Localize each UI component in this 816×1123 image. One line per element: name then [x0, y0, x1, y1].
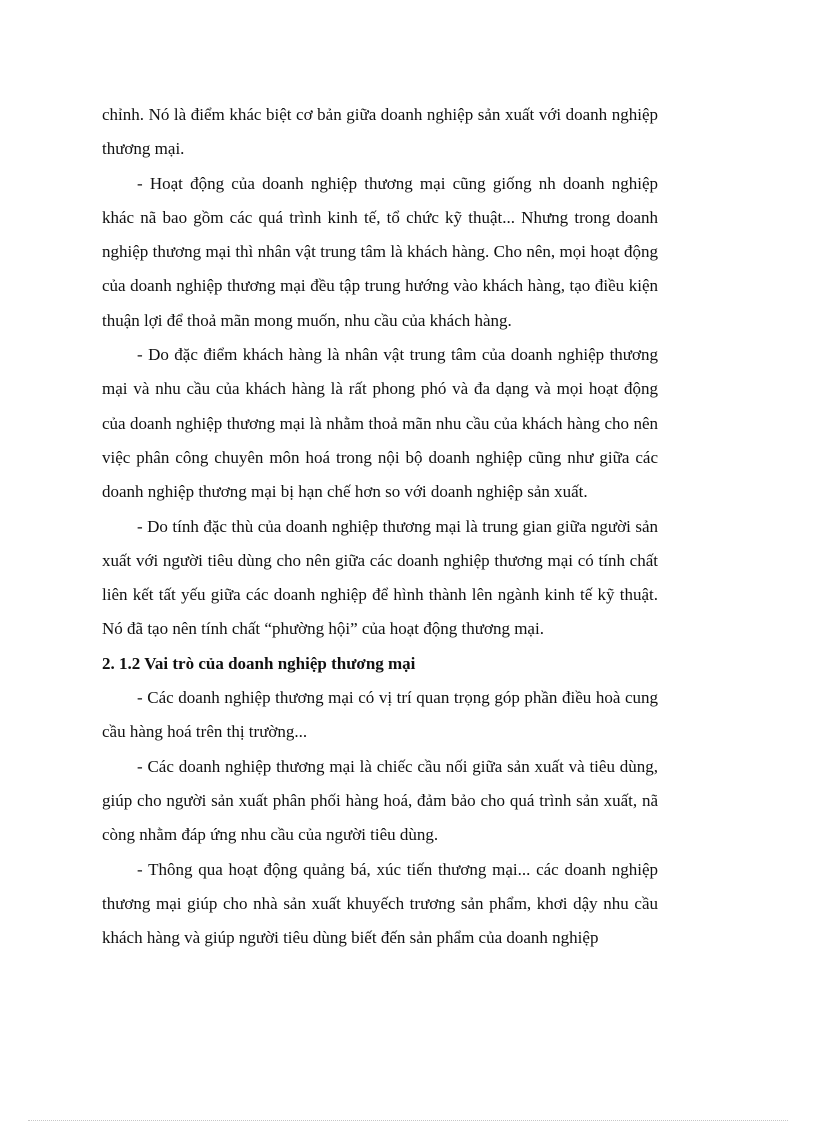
- paragraph-role-supply-demand: - Các doanh nghiệp thương mại có vị trí quan trọng góp phần điều hoà cung cầu hàng hoá trên thị trường...: [102, 688, 658, 742]
- paragraph-role-promotion: - Thông qua hoạt động quảng bá, xúc tiến thương mại... các doanh nghiệp thương mại giúp cho nhà sản xuất khuyếch trương sản phẩm, khơi dậy nhu cầu khách hàng và giúp người tiêu dùng biết đến sản phẩm của doanh nghiệp: [102, 859, 658, 948]
- document-body: [102, 98, 658, 955]
- section-heading: 2. 1.2 Vai trò của doanh nghiệp thương mại: [102, 653, 416, 673]
- paragraph-role-bridge: - Các doanh nghiệp thương mại là chiếc cầu nối giữa sản xuất và tiêu dùng, giúp cho người sản xuất phân phối hàng hoá, đảm bảo cho quá trình sản xuất, nã còng nhằm đáp ứng nhu cầu của người tiêu dùng.: [102, 756, 658, 845]
- paragraph-specialization: - Do đặc điểm khách hàng là nhân vật trung tâm của doanh nghiệp thương mại và nhu cầu của khách hàng là rất phong phó và đa dạng và mọi hoạt động của doanh nghiệp thương mại là nhằm thoả mãn nhu cầu của khách hàng cho nên việc phân công chuyên môn hoá trong nội bộ doanh nghiệp cũng như giữa các doanh nghiệp thương mại bị hạn chế hơn so với doanh nghiệp sản xuất.: [102, 345, 658, 502]
- paragraph-continuation: chỉnh. Nó là điểm khác biệt cơ bản giữa doanh nghiệp sản xuất với doanh nghiệp thương mại.: [102, 105, 658, 159]
- paragraph-activity-focus: - Hoạt động của doanh nghiệp thương mại cũng giống nh doanh nghiệp khác nã bao gồm các quá trình kinh tế, tổ chức kỹ thuật... Nhưng trong doanh nghiệp thương mại thì nhân vật trung tâm là khách hàng. Cho nên, mọi hoạt động của doanh nghiệp thương mại đều tập trung hướng vào khách hàng, tạo điều kiện thuận lợi để thoả mãn mong muốn, nhu cầu của khách hàng.: [102, 173, 658, 330]
- page-bottom-divider: [28, 1120, 788, 1121]
- paragraph-intermediary: - Do tính đặc thù của doanh nghiệp thương mại là trung gian giữa người sản xuất với người tiêu dùng cho nên giữa các doanh nghiệp thương mại có tính chất liên kết tất yếu giữa các doanh nghiệp để hình thành lên ngành kinh tế kỹ thuật. Nó đã tạo nên tính chất “phường hội” của hoạt động thương mại.: [102, 516, 658, 639]
